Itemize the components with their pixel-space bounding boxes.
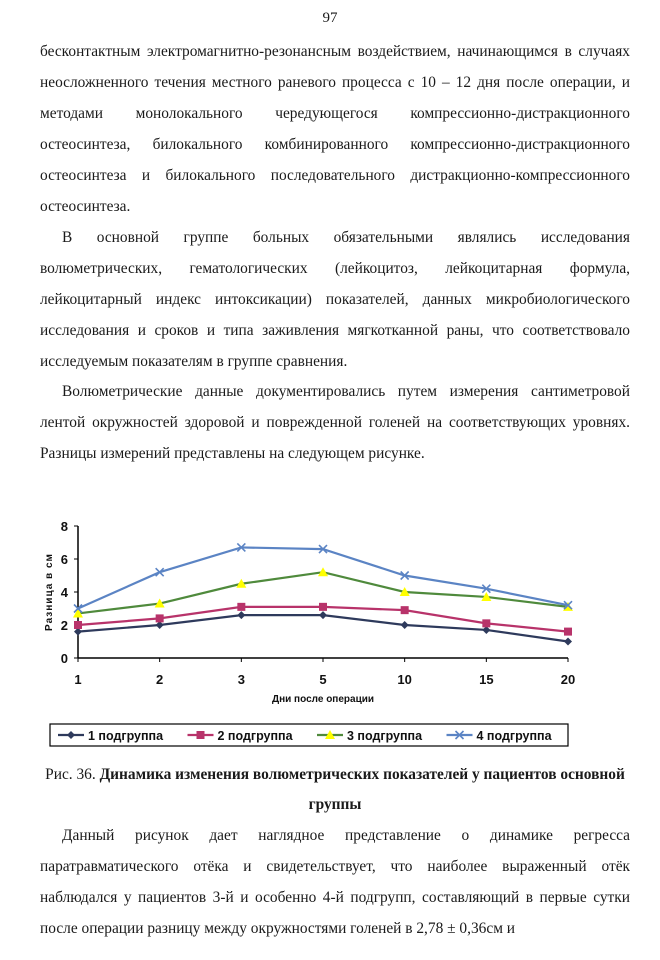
y-axis-label: Разница в см: [44, 553, 55, 631]
data-point-series-1: [564, 638, 572, 646]
data-point-series-1: [401, 621, 409, 629]
paragraph-3: Волюметрические данные документировались путем измерения сантиметровой лентой окружностей здоровой и поврежденной голеней на соответствующих уровнях. Разницы измерений представлены на следующем рисунке.: [40, 383, 630, 462]
legend-label: 1 подгруппа: [88, 729, 164, 743]
data-point-series-1: [319, 611, 327, 619]
data-point-series-2: [482, 619, 490, 627]
y-tick-label: 0: [60, 651, 68, 666]
paragraph-4: Данный рисунок дает наглядное представление о динамике регресса паратравматического отёка и свидетельствует, что наиболее выраженный отёк наблюдался у пациентов 3-й и особенно 4-й подгрупп, составляющий в первые сутки после операции разницу между окружностями голеней в 2,78 ± 0,36см и: [40, 827, 630, 937]
data-point-series-2: [74, 621, 82, 629]
paragraph-1: бесконтактным электромагнитно-резонансным воздействием, начинающимся в случаях неосложненного течения местного раневого процесса с 10 – 12 дня после операции, и методами монолокального чередующегося компрессионно-дистракционного остеосинтеза, билокального комбинированного компрессионно-дистракционного остеосинтеза и билокального последовательного дистракционно-компрессионного остеосинтеза.: [40, 43, 630, 215]
legend-swatch-marker: [197, 731, 205, 739]
y-tick-label: 4: [60, 585, 68, 600]
legend-label: 2 подгруппа: [217, 729, 293, 743]
data-point-series-2: [564, 628, 572, 636]
x-tick-label: 3: [237, 672, 245, 687]
x-tick-label: 2: [156, 672, 164, 687]
line-chart: [40, 514, 630, 754]
x-tick-label: 10: [397, 672, 412, 687]
data-point-series-2: [237, 603, 245, 611]
caption-title: Динамика изменения волюметрических показателей у пациентов основной группы: [99, 766, 625, 813]
page-number: 97: [322, 10, 338, 26]
x-tick-label: 5: [319, 672, 327, 687]
figure-caption: [40, 760, 630, 820]
data-point-series-2: [156, 614, 164, 622]
x-tick-label: 15: [479, 672, 494, 687]
data-point-series-2: [401, 606, 409, 614]
chart-container: [40, 514, 630, 754]
data-point-series-1: [237, 611, 245, 619]
x-tick-label: 20: [560, 672, 576, 687]
x-tick-label: 1: [74, 672, 82, 687]
y-tick-label: 8: [60, 519, 68, 534]
series-line-4: [78, 547, 568, 608]
y-tick-label: 6: [60, 552, 68, 567]
caption-prefix: Рис. 36.: [45, 766, 100, 783]
legend-label: 4 подгруппа: [476, 729, 552, 743]
y-tick-label: 2: [60, 618, 68, 633]
data-point-series-2: [319, 603, 327, 611]
x-axis-label: Дни после операции: [271, 694, 375, 705]
legend-label: 3 подгруппа: [347, 729, 423, 743]
paragraph-2: В основной группе больных обязательными являлись исследования волюметрических, гематологических (лейкоцитоз, лейкоцитарная формула, лейкоцитарный индекс интоксикации) показателей, данных микробиологического исследования и сроков и типа заживления мягкотканной раны, что соответствовало исследуемым показателям в группе сравнения.: [40, 229, 630, 370]
